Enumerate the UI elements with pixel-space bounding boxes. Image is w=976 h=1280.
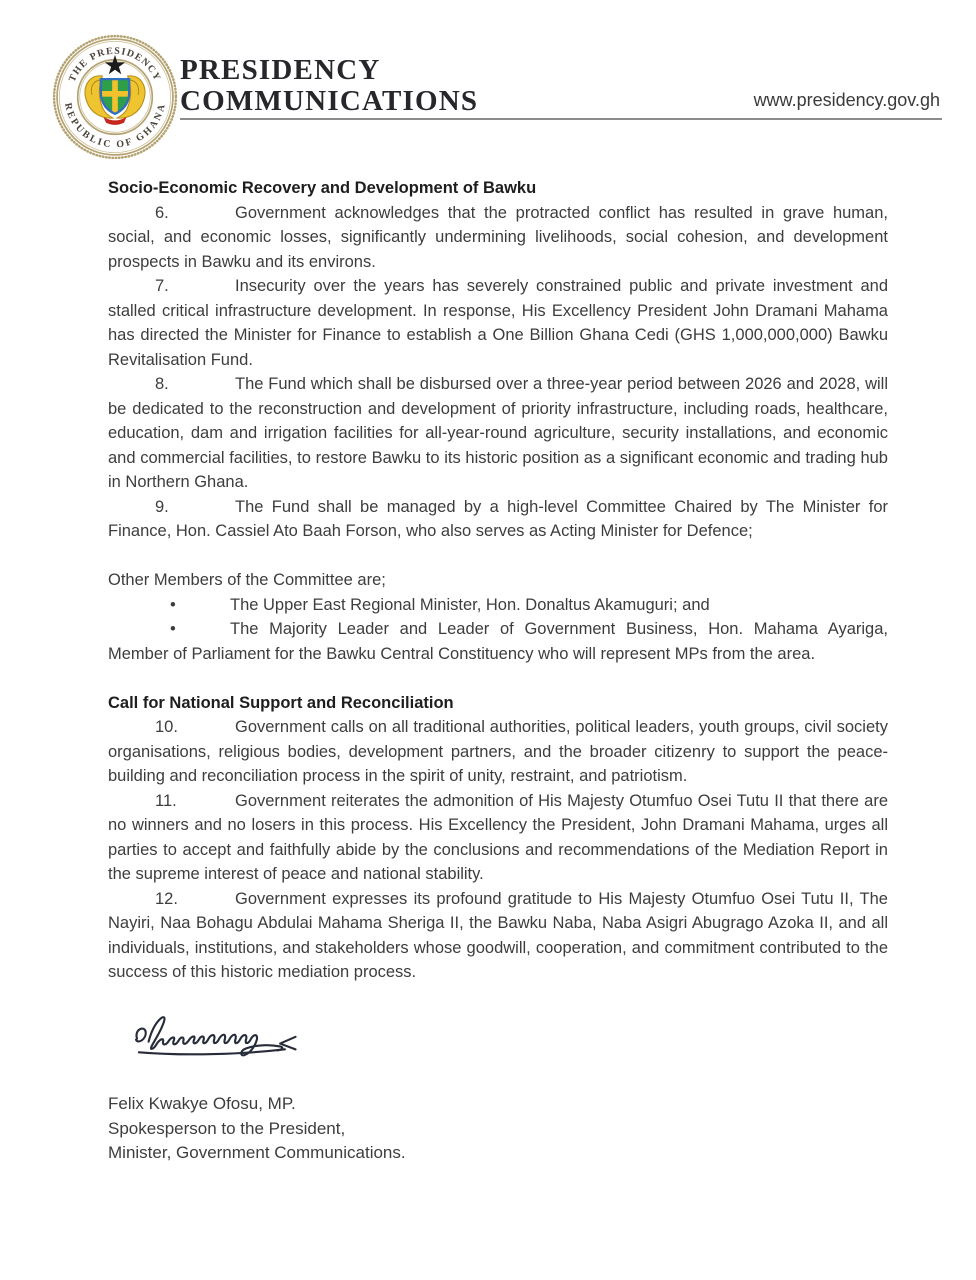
bullet-item-1 (108, 593, 888, 618)
paragraph-text: Government reiterates the admonition of His Majesty Otumfuo Osei Tutu II that there are no winners and no losers in this process. His Excellency the President, John Dramani Mahama, urges all parties to accept and faithfully abide by the conclusions and recommendations of the Mediation Report in the supreme interest of peace and national stability. (108, 791, 888, 883)
paragraph-text: Government expresses its profound gratitude to His Majesty Otumfuo Osei Tutu II, The Nayiri, Naa Bohagu Abdulai Mahama Sheriga II, the Bawku Naba, Naba Asigri Abugrago Azoka II, and all individuals, institutions, and stakeholders whose goodwill, cooperation, and commitment contributed to the success of this historic mediation process. (108, 889, 888, 981)
paragraph-10 (108, 715, 888, 789)
paragraph-number: 6. (155, 203, 169, 222)
committee-members-intro: Other Members of the Committee are; (108, 571, 386, 589)
bullet-icon: • (170, 620, 176, 638)
paragraph-number: 12. (155, 889, 178, 908)
letter-body (108, 176, 888, 1166)
paragraph-12 (108, 887, 888, 985)
header-divider (180, 118, 942, 120)
paragraph-text: The Fund which shall be disbursed over a three-year period between 2026 and 2028, will be dedicated to the reconstruction and development of priority infrastructure, including roads, healthcare, education, dam and irrigation facilities for all-year-round agriculture, security installations, and economic and commercial facilities, to restore Bawku to its historic position as a significant economic and trading hub in Northern Ghana. (108, 375, 888, 491)
paragraph-11 (108, 789, 888, 887)
section-heading-bawku-recovery: Socio-Economic Recovery and Development of Bawku (108, 179, 537, 197)
bullet-text: The Majority Leader and Leader of Government Business, Hon. Mahama Ayariga, Member of Parliament for the Bawku Central Constituency who will represent MPs from the area. (108, 620, 888, 663)
handwritten-signature-icon (126, 1002, 322, 1060)
paragraph-7 (108, 274, 888, 372)
bullet-text: The Upper East Regional Minister, Hon. Donaltus Akamuguri; and (230, 595, 710, 614)
paragraph-8 (108, 372, 888, 495)
paragraph-number: 10. (155, 718, 178, 736)
bullet-icon: • (170, 595, 176, 614)
paragraph-number: 11. (155, 791, 177, 810)
paragraph-text: Insecurity over the years has severely constrained public and private investment and stalled critical infrastructure development. In response, His Excellency President John Dramani Mahama has directed the Minister for Finance to establish a One Billion Ghana Cedi (GHS 1,000,000,000) Bawku Revitalisation Fund. (108, 277, 888, 369)
paragraph-number: 8. (155, 375, 169, 393)
paragraph-number: 7. (155, 277, 169, 295)
signoff-role-1: Spokesperson to the President, (108, 1118, 346, 1138)
signoff-role-2: Minister, Government Communications. (108, 1143, 406, 1162)
paragraph-text: Government calls on all traditional authorities, political leaders, youth groups, civil society organisations, religious bodies, development partners, and the broader citizenry to support the peace-building and reconciliation process in the spirit of unity, restraint, and patriotism. (108, 718, 888, 785)
bullet-item-2 (108, 617, 888, 666)
seal-top-text: THE PRESIDENCY (66, 45, 164, 84)
masthead-line2: COMMUNICATIONS (180, 85, 479, 117)
signoff-name: Felix Kwakye Ofosu, MP. (108, 1094, 296, 1113)
masthead-line1: PRESIDENCY (180, 54, 381, 86)
seal-bottom-text: REPUBLIC OF GHANA (62, 101, 168, 150)
website-url: www.presidency.gov.gh (753, 90, 940, 110)
paragraph-6 (108, 201, 888, 275)
section-heading-national-support: Call for National Support and Reconciliation (108, 693, 454, 712)
paragraph-text: The Fund shall be managed by a high-level Committee Chaired by The Minister for Finance, Hon. Cassiel Ato Baah Forson, who also serves as Acting Minister for Defence; (108, 497, 888, 540)
ghana-presidency-seal-icon (52, 34, 178, 160)
paragraph-9 (108, 495, 888, 544)
masthead-title (180, 55, 478, 117)
paragraph-text: Government acknowledges that the protracted conflict has resulted in grave human, social, and economic losses, significantly undermining livelihoods, social cohesion, and development prospects in Bawku and its environs. (108, 203, 888, 271)
paragraph-number: 9. (155, 497, 169, 516)
signoff-block (108, 1092, 888, 1166)
